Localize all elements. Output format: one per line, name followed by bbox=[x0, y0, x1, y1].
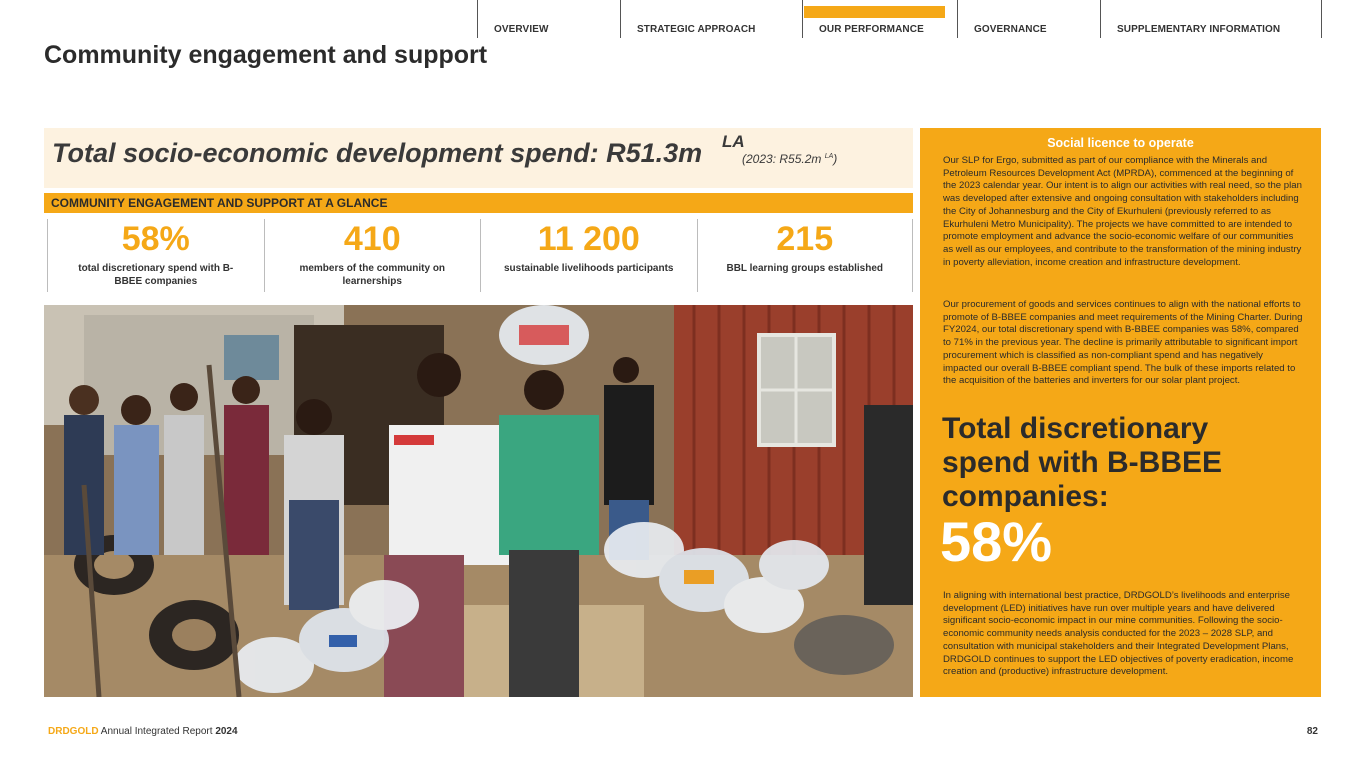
stat-label: sustainable livelihoods participants bbox=[504, 263, 674, 274]
nav-tab-label: OUR PERFORMANCE bbox=[819, 24, 924, 35]
active-tab-indicator bbox=[804, 6, 945, 18]
nav-tab-label: GOVERNANCE bbox=[974, 24, 1047, 35]
nav-tab-our-performance[interactable] bbox=[802, 0, 957, 38]
page-title: Community engagement and support bbox=[44, 41, 488, 69]
stat-value: 215 bbox=[776, 220, 834, 258]
footer-report-name: Annual Integrated Report bbox=[98, 726, 216, 737]
nav-tab-strategic-approach[interactable] bbox=[620, 0, 802, 38]
stat-bbl-groups bbox=[697, 219, 914, 292]
panel-title: Social licence to operate bbox=[1047, 136, 1194, 150]
top-navigation bbox=[477, 0, 1322, 38]
sed-spend-title: Total socio-economic development spend: R51.3m bbox=[52, 138, 703, 168]
stat-label: total discretionary spend with B-BBEE companies bbox=[78, 263, 234, 287]
key-stats bbox=[47, 219, 913, 292]
stat-value: 58% bbox=[121, 220, 190, 258]
stat-livelihoods bbox=[480, 219, 697, 292]
limited-assurance-mark: LA bbox=[722, 132, 745, 151]
stat-learnerships bbox=[264, 219, 481, 292]
nav-tab-supplementary-information[interactable] bbox=[1100, 0, 1322, 38]
limited-assurance-mark: LA bbox=[824, 153, 834, 160]
photo-illustration bbox=[44, 305, 913, 697]
nav-tab-label: SUPPLEMENTARY INFORMATION bbox=[1117, 24, 1281, 35]
panel-paragraph: Our SLP for Ergo, submitted as part of our compliance with the Minerals and Petroleum Resources Development Act (MPRDA), commenced at the beginning of the 2023 calendar year. Our intent is to align our activities with real need, so the plan was developed after extensive and ongoing consultation with stakeholders including the City of Johannesburg and the City of Ekurhuleni (previously referred to as Ekurhuleni Metro Municipality). The projects we have committed to are intended to promote employment and advance the socio-economic welfare of our communities as well as our employees, and contribute to the transformation of the mining industry in poverty alleviation, income creation and infrastructure development. bbox=[943, 155, 1302, 268]
stat-bbbee-spend bbox=[47, 219, 264, 292]
nav-tab-governance[interactable] bbox=[957, 0, 1100, 38]
stat-label: members of the community on learnerships bbox=[299, 263, 446, 287]
nav-tab-overview[interactable] bbox=[477, 0, 620, 38]
stat-label: BBL learning groups established bbox=[726, 263, 883, 274]
panel-paragraph: Our procurement of goods and services continues to align with the national efforts to promote of B-BBEE companies and meet requirements of the Mining Charter. During FY2024, our total discretionary spend with B-BBEE companies was 58%, compared to 71% in the previous year. The decline is primarily attributable to significant import procurement which is classified as non-compliant spend and has negatively impacted our overall B-BBEE compliant spend. The bulk of these imports related to the acquisition of the batteries and inverters for our solar plant project. bbox=[943, 299, 1303, 387]
footer-year: 2024 bbox=[215, 726, 238, 737]
panel-paragraph: In aligning with international best practice, DRDGOLD’s livelihoods and enterprise development (LED) initiatives have run over multiple years and have delivered significant socio-economic impact in our mine communities. Following the socio-economic community needs analysis conducted for the 2023 – 2028 SLP, and consultation with municipal stakeholders and their Integrated Development Plans, DRDGOLD continues to support the LED objectives of poverty eradication, income creation and (productive) infrastructure development. bbox=[943, 590, 1294, 678]
sed-prior-year-note: (2023: R55.2m $^{LA}$) bbox=[742, 152, 838, 166]
page-number: 82 bbox=[1306, 726, 1318, 737]
stat-value: 11 200 bbox=[537, 220, 640, 258]
community-support-photo bbox=[44, 305, 913, 697]
stat-value: 410 bbox=[343, 220, 401, 258]
highlight-value: 58% bbox=[940, 510, 1053, 573]
at-a-glance-heading: COMMUNITY ENGAGEMENT AND SUPPORT AT A GLANCE bbox=[44, 193, 913, 213]
footer-brand: DRDGOLD bbox=[48, 726, 99, 737]
nav-tab-label: OVERVIEW bbox=[494, 24, 549, 35]
highlight-label: Total discretionary spend with B-BBEE companies: bbox=[942, 412, 1223, 513]
social-licence-panel bbox=[920, 128, 1321, 697]
nav-tab-label: STRATEGIC APPROACH bbox=[637, 24, 756, 35]
footer bbox=[48, 726, 238, 737]
